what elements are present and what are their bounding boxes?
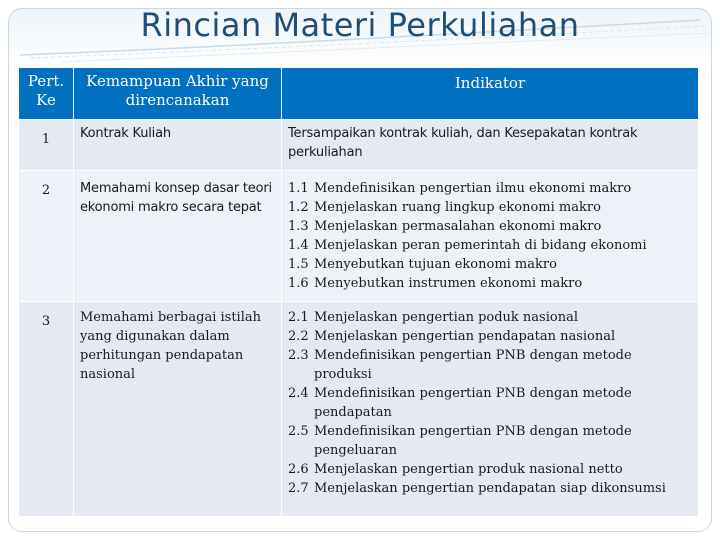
row-number: 1 (19, 120, 74, 171)
table-row (19, 302, 699, 517)
indikator-item: 1.1 Mendefinisikan pengertian ilmu ekonomi makro (288, 181, 632, 196)
indikator-cell: Tersampaikan kontrak kuliah, dan Kesepakatan kontrak perkuliahan (282, 120, 699, 171)
kemampuan-cell: Kontrak Kuliah (74, 120, 282, 171)
table-row (19, 171, 699, 302)
kemampuan-cell: Memahami berbagai istilah yang digunakan dalam perhitungan pendapatan nasional (74, 302, 282, 517)
header-indikator: Indikator (282, 68, 699, 120)
indikator-item: 1.3 Menjelaskan permasalahan ekonomi makro (288, 219, 602, 234)
indikator-item: 2.7 Menjelaskan pengertian pendapatan siap dikonsumsi (288, 481, 666, 496)
indikator-item: 2.4 Mendefinisikan pengertian PNB dengan metode pendapatan (288, 386, 632, 420)
indikator-item: 2.5 Mendefinisikan pengertian PNB dengan metode pengeluaran (288, 424, 632, 458)
kemampuan-cell: Memahami konsep dasar teori ekonomi makro secara tepat (74, 171, 282, 302)
materi-table (18, 67, 699, 517)
indikator-item: 2.6 Menjelaskan pengertian produk nasional netto (288, 462, 623, 477)
indikator-item: 1.2 Menjelaskan ruang lingkup ekonomi makro (288, 200, 601, 215)
header-kemampuan: Kemampuan Akhir yang direncanakan (74, 68, 282, 120)
row-number: 2 (19, 171, 74, 302)
table-row (19, 120, 699, 171)
indikator-cell (282, 302, 699, 517)
slide-title: Rincian Materi Perkuliahan (140, 6, 580, 44)
indikator-item: 2.2 Menjelaskan pengertian pendapatan nasional (288, 329, 616, 344)
header-pert: Pert. Ke (19, 68, 74, 120)
indikator-item: 2.3 Mendefinisikan pengertian PNB dengan metode produksi (288, 348, 632, 382)
table-header-row (19, 68, 699, 120)
row-number: 3 (19, 302, 74, 517)
indikator-item: 1.6 Menyebutkan instrumen ekonomi makro (288, 276, 583, 291)
indikator-item: 2.1 Menjelaskan pengertian poduk nasional (288, 310, 578, 325)
indikator-cell (282, 171, 699, 302)
indikator-item: 1.5 Menyebutkan tujuan ekonomi makro (288, 257, 557, 272)
indikator-item: 1.4 Menjelaskan peran pemerintah di bidang ekonomi (288, 238, 647, 253)
